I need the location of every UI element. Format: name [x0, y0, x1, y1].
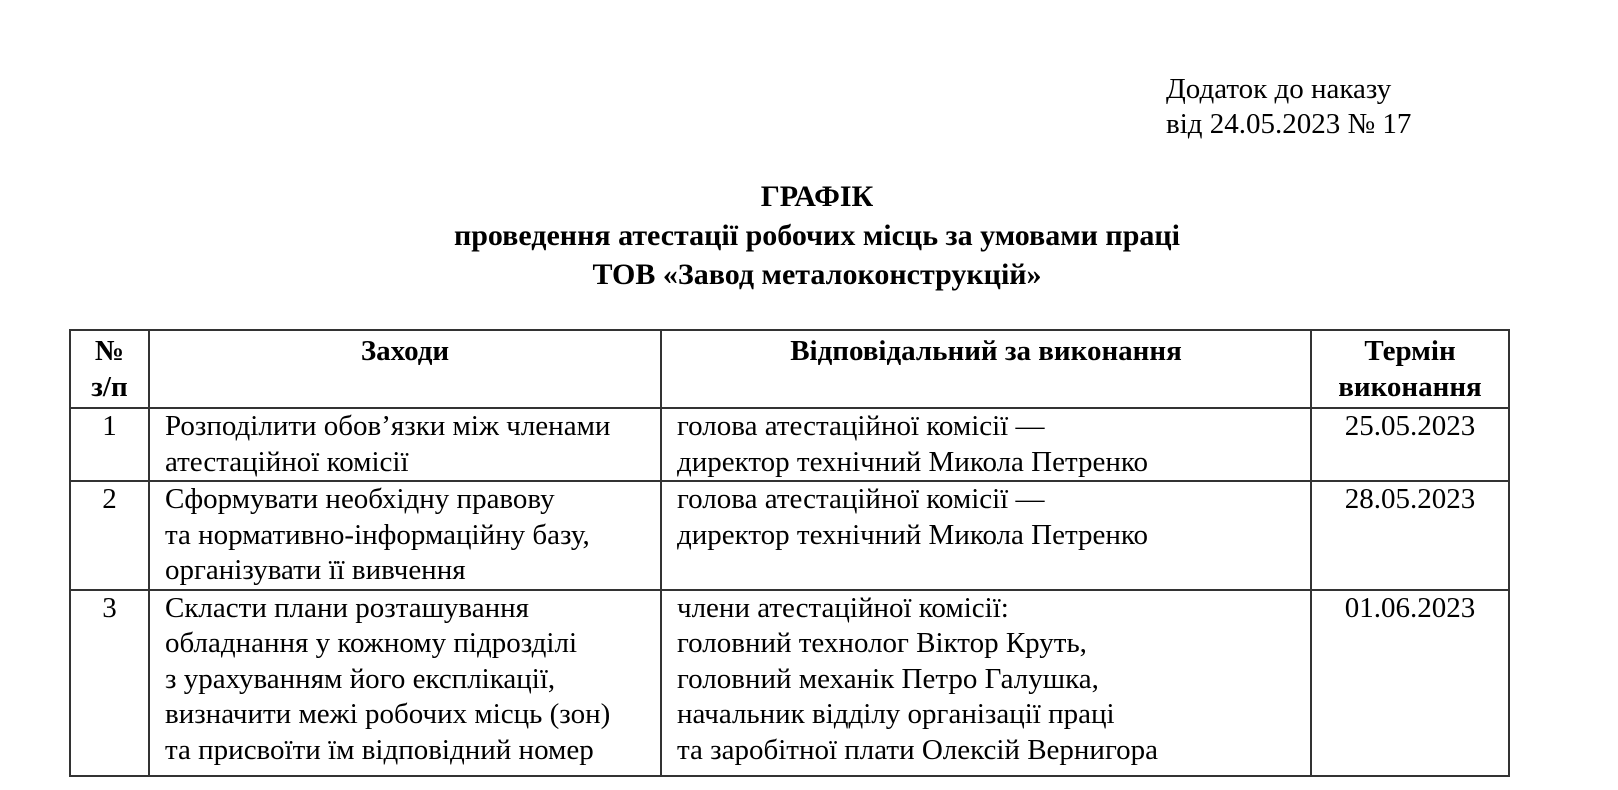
row-deadline: 28.05.2023 [1311, 481, 1509, 590]
row-number: 2 [70, 481, 149, 590]
row-deadline: 25.05.2023 [1311, 408, 1509, 481]
row-responsible: голова атестаційної комісії — директор технічний Микола Петренко [661, 481, 1311, 590]
header-measures: Заходи [149, 330, 661, 408]
appendix-reference [1166, 72, 1411, 142]
row-measures: Розподілити обов’язки між членами атестаційної комісії [149, 408, 661, 481]
document-title [0, 177, 1618, 294]
title-subject: проведення атестації робочих місць за умовами праці [453, 219, 1181, 252]
title-company: ТОВ «Завод металоконструкцій» [592, 258, 1042, 291]
title-heading: ГРАФІК [760, 180, 874, 213]
table-header-row [70, 330, 1509, 408]
table-row [70, 408, 1509, 481]
row-number: 3 [70, 590, 149, 776]
table-row [70, 481, 1509, 590]
header-deadline: Термін виконання [1311, 330, 1509, 408]
appendix-label: Додаток до наказу [1166, 73, 1392, 105]
header-number: № з/п [70, 330, 149, 408]
header-responsible: Відповідальний за виконання [661, 330, 1311, 408]
row-deadline: 01.06.2023 [1311, 590, 1509, 776]
table-row [70, 590, 1509, 776]
row-responsible: члени атестаційної комісії: головний технолог Віктор Круть, головний механік Петро Галушка, начальник відділу організації праці та заробітної плати Олексій Вернигора [661, 590, 1311, 776]
schedule-table [69, 329, 1510, 777]
appendix-order-date: від 24.05.2023 № 17 [1166, 108, 1412, 140]
row-measures: Сформувати необхідну правову та нормативно-інформаційну базу, організувати її вивчення [149, 481, 661, 590]
row-measures: Скласти плани розташування обладнання у кожному підрозділі з урахуванням його експлікації, визначити межі робочих місць (зон) та присвоїти їм відповідний номер [149, 590, 661, 776]
row-responsible: голова атестаційної комісії — директор технічний Микола Петренко [661, 408, 1311, 481]
row-number: 1 [70, 408, 149, 481]
